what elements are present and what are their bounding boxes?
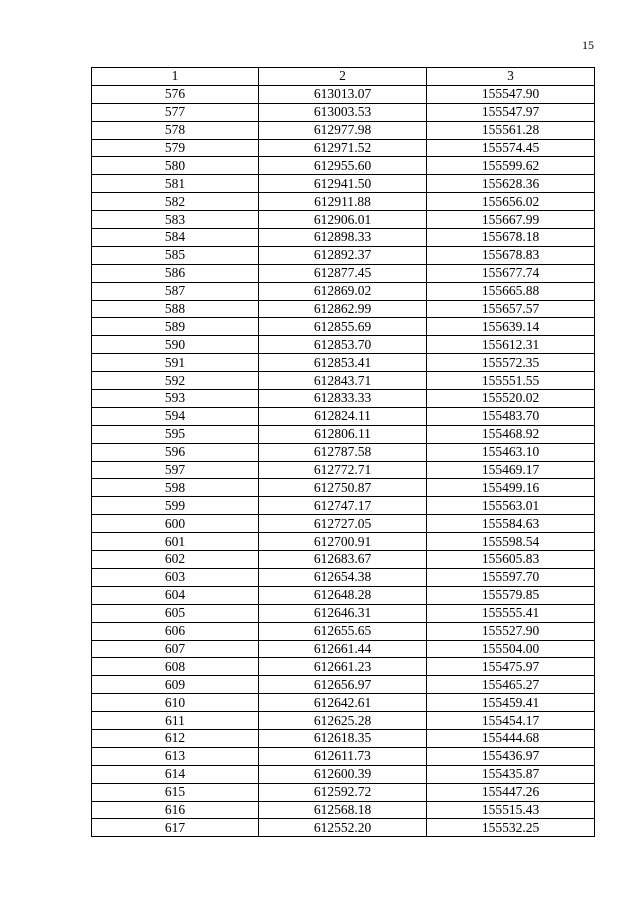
- x-coordinate-cell: 612661.44: [259, 640, 427, 658]
- x-coordinate-cell: 612747.17: [259, 497, 427, 515]
- x-coordinate-cell: 612971.52: [259, 139, 427, 157]
- x-coordinate-cell: 612625.28: [259, 712, 427, 730]
- point-number-cell: 606: [92, 622, 259, 640]
- table-row: [92, 729, 595, 747]
- point-number-cell: 611: [92, 712, 259, 730]
- point-number-cell: 591: [92, 354, 259, 372]
- table-row: [92, 193, 595, 211]
- x-coordinate-cell: 612787.58: [259, 443, 427, 461]
- table-row: [92, 747, 595, 765]
- table-row: [92, 479, 595, 497]
- table-row: [92, 318, 595, 336]
- table-row: [92, 694, 595, 712]
- table-row: [92, 604, 595, 622]
- x-coordinate-cell: 613013.07: [259, 85, 427, 103]
- x-coordinate-cell: 612955.60: [259, 157, 427, 175]
- column-header-2: 2: [259, 68, 427, 86]
- y-coordinate-cell: 155678.83: [427, 246, 595, 264]
- y-coordinate-cell: 155468.92: [427, 425, 595, 443]
- point-number-cell: 605: [92, 604, 259, 622]
- column-header-1: 1: [92, 68, 259, 86]
- point-number-cell: 598: [92, 479, 259, 497]
- x-coordinate-cell: 612806.11: [259, 425, 427, 443]
- x-coordinate-cell: 612648.28: [259, 586, 427, 604]
- y-coordinate-cell: 155563.01: [427, 497, 595, 515]
- x-coordinate-cell: 612618.35: [259, 729, 427, 747]
- table-row: [92, 622, 595, 640]
- point-number-cell: 604: [92, 586, 259, 604]
- point-number-cell: 588: [92, 300, 259, 318]
- point-number-cell: 610: [92, 694, 259, 712]
- point-number-cell: 603: [92, 568, 259, 586]
- y-coordinate-cell: 155447.26: [427, 783, 595, 801]
- x-coordinate-cell: 612977.98: [259, 121, 427, 139]
- x-coordinate-cell: 612683.67: [259, 551, 427, 569]
- point-number-cell: 587: [92, 282, 259, 300]
- point-number-cell: 599: [92, 497, 259, 515]
- point-number-cell: 596: [92, 443, 259, 461]
- point-number-cell: 600: [92, 515, 259, 533]
- y-coordinate-cell: 155612.31: [427, 336, 595, 354]
- y-coordinate-cell: 155504.00: [427, 640, 595, 658]
- y-coordinate-cell: 155657.57: [427, 300, 595, 318]
- point-number-cell: 614: [92, 765, 259, 783]
- x-coordinate-cell: 612611.73: [259, 747, 427, 765]
- table-row: [92, 533, 595, 551]
- point-number-cell: 607: [92, 640, 259, 658]
- table-row: [92, 157, 595, 175]
- point-number-cell: 612: [92, 729, 259, 747]
- point-number-cell: 589: [92, 318, 259, 336]
- x-coordinate-cell: 612646.31: [259, 604, 427, 622]
- x-coordinate-cell: 612592.72: [259, 783, 427, 801]
- y-coordinate-cell: 155598.54: [427, 533, 595, 551]
- x-coordinate-cell: 612642.61: [259, 694, 427, 712]
- table-row: [92, 443, 595, 461]
- x-coordinate-cell: 612877.45: [259, 264, 427, 282]
- table-row: [92, 819, 595, 837]
- x-coordinate-cell: 612568.18: [259, 801, 427, 819]
- point-number-cell: 586: [92, 264, 259, 282]
- y-coordinate-cell: 155656.02: [427, 193, 595, 211]
- x-coordinate-cell: 612855.69: [259, 318, 427, 336]
- column-header-3: 3: [427, 68, 595, 86]
- y-coordinate-cell: 155574.45: [427, 139, 595, 157]
- x-coordinate-cell: 612750.87: [259, 479, 427, 497]
- point-number-cell: 616: [92, 801, 259, 819]
- point-number-cell: 578: [92, 121, 259, 139]
- y-coordinate-cell: 155459.41: [427, 694, 595, 712]
- table-row: [92, 390, 595, 408]
- x-coordinate-cell: 612869.02: [259, 282, 427, 300]
- x-coordinate-cell: 612772.71: [259, 461, 427, 479]
- point-number-cell: 613: [92, 747, 259, 765]
- y-coordinate-cell: 155628.36: [427, 175, 595, 193]
- table-row: [92, 246, 595, 264]
- x-coordinate-cell: 612892.37: [259, 246, 427, 264]
- x-coordinate-cell: 612727.05: [259, 515, 427, 533]
- page-number: 15: [582, 38, 594, 52]
- y-coordinate-cell: 155667.99: [427, 211, 595, 229]
- x-coordinate-cell: 612600.39: [259, 765, 427, 783]
- x-coordinate-cell: 612898.33: [259, 229, 427, 247]
- x-coordinate-cell: 612833.33: [259, 390, 427, 408]
- table-row: [92, 354, 595, 372]
- y-coordinate-cell: 155678.18: [427, 229, 595, 247]
- y-coordinate-cell: 155532.25: [427, 819, 595, 837]
- table-row: [92, 425, 595, 443]
- table-row: [92, 372, 595, 390]
- point-number-cell: 592: [92, 372, 259, 390]
- table-row: [92, 282, 595, 300]
- x-coordinate-cell: 612655.65: [259, 622, 427, 640]
- table-row: [92, 336, 595, 354]
- y-coordinate-cell: 155584.63: [427, 515, 595, 533]
- y-coordinate-cell: 155597.70: [427, 568, 595, 586]
- table-header-row: [92, 68, 595, 86]
- table-row: [92, 586, 595, 604]
- point-number-cell: 597: [92, 461, 259, 479]
- table-row: [92, 551, 595, 569]
- point-number-cell: 579: [92, 139, 259, 157]
- table-row: [92, 300, 595, 318]
- table-row: [92, 783, 595, 801]
- y-coordinate-cell: 155463.10: [427, 443, 595, 461]
- table-row: [92, 175, 595, 193]
- x-coordinate-cell: 612700.91: [259, 533, 427, 551]
- table-row: [92, 85, 595, 103]
- x-coordinate-cell: 612654.38: [259, 568, 427, 586]
- y-coordinate-cell: 155639.14: [427, 318, 595, 336]
- coordinates-table: [91, 67, 595, 837]
- y-coordinate-cell: 155599.62: [427, 157, 595, 175]
- point-number-cell: 594: [92, 407, 259, 425]
- point-number-cell: 580: [92, 157, 259, 175]
- x-coordinate-cell: 612824.11: [259, 407, 427, 425]
- table-row: [92, 139, 595, 157]
- y-coordinate-cell: 155579.85: [427, 586, 595, 604]
- table-row: [92, 461, 595, 479]
- y-coordinate-cell: 155465.27: [427, 676, 595, 694]
- y-coordinate-cell: 155520.02: [427, 390, 595, 408]
- table-row: [92, 103, 595, 121]
- table-row: [92, 658, 595, 676]
- point-number-cell: 608: [92, 658, 259, 676]
- x-coordinate-cell: 612661.23: [259, 658, 427, 676]
- y-coordinate-cell: 155561.28: [427, 121, 595, 139]
- y-coordinate-cell: 155436.97: [427, 747, 595, 765]
- table-row: [92, 211, 595, 229]
- y-coordinate-cell: 155572.35: [427, 354, 595, 372]
- x-coordinate-cell: 613003.53: [259, 103, 427, 121]
- point-number-cell: 584: [92, 229, 259, 247]
- x-coordinate-cell: 612656.97: [259, 676, 427, 694]
- point-number-cell: 585: [92, 246, 259, 264]
- table-row: [92, 568, 595, 586]
- point-number-cell: 615: [92, 783, 259, 801]
- table-body: [92, 85, 595, 836]
- point-number-cell: 577: [92, 103, 259, 121]
- y-coordinate-cell: 155469.17: [427, 461, 595, 479]
- x-coordinate-cell: 612552.20: [259, 819, 427, 837]
- point-number-cell: 581: [92, 175, 259, 193]
- x-coordinate-cell: 612906.01: [259, 211, 427, 229]
- y-coordinate-cell: 155605.83: [427, 551, 595, 569]
- table-row: [92, 801, 595, 819]
- x-coordinate-cell: 612843.71: [259, 372, 427, 390]
- y-coordinate-cell: 155551.55: [427, 372, 595, 390]
- y-coordinate-cell: 155665.88: [427, 282, 595, 300]
- point-number-cell: 595: [92, 425, 259, 443]
- x-coordinate-cell: 612862.99: [259, 300, 427, 318]
- y-coordinate-cell: 155527.90: [427, 622, 595, 640]
- point-number-cell: 602: [92, 551, 259, 569]
- table-row: [92, 712, 595, 730]
- table-row: [92, 676, 595, 694]
- point-number-cell: 609: [92, 676, 259, 694]
- x-coordinate-cell: 612853.41: [259, 354, 427, 372]
- x-coordinate-cell: 612941.50: [259, 175, 427, 193]
- point-number-cell: 582: [92, 193, 259, 211]
- point-number-cell: 601: [92, 533, 259, 551]
- y-coordinate-cell: 155483.70: [427, 407, 595, 425]
- y-coordinate-cell: 155547.97: [427, 103, 595, 121]
- point-number-cell: 617: [92, 819, 259, 837]
- table-row: [92, 515, 595, 533]
- x-coordinate-cell: 612853.70: [259, 336, 427, 354]
- y-coordinate-cell: 155435.87: [427, 765, 595, 783]
- y-coordinate-cell: 155555.41: [427, 604, 595, 622]
- y-coordinate-cell: 155515.43: [427, 801, 595, 819]
- point-number-cell: 593: [92, 390, 259, 408]
- y-coordinate-cell: 155547.90: [427, 85, 595, 103]
- table-row: [92, 121, 595, 139]
- table-row: [92, 407, 595, 425]
- point-number-cell: 590: [92, 336, 259, 354]
- table-row: [92, 640, 595, 658]
- table-row: [92, 264, 595, 282]
- point-number-cell: 583: [92, 211, 259, 229]
- table-row: [92, 497, 595, 515]
- table-row: [92, 765, 595, 783]
- y-coordinate-cell: 155454.17: [427, 712, 595, 730]
- y-coordinate-cell: 155475.97: [427, 658, 595, 676]
- y-coordinate-cell: 155677.74: [427, 264, 595, 282]
- y-coordinate-cell: 155499.16: [427, 479, 595, 497]
- y-coordinate-cell: 155444.68: [427, 729, 595, 747]
- point-number-cell: 576: [92, 85, 259, 103]
- x-coordinate-cell: 612911.88: [259, 193, 427, 211]
- table-row: [92, 229, 595, 247]
